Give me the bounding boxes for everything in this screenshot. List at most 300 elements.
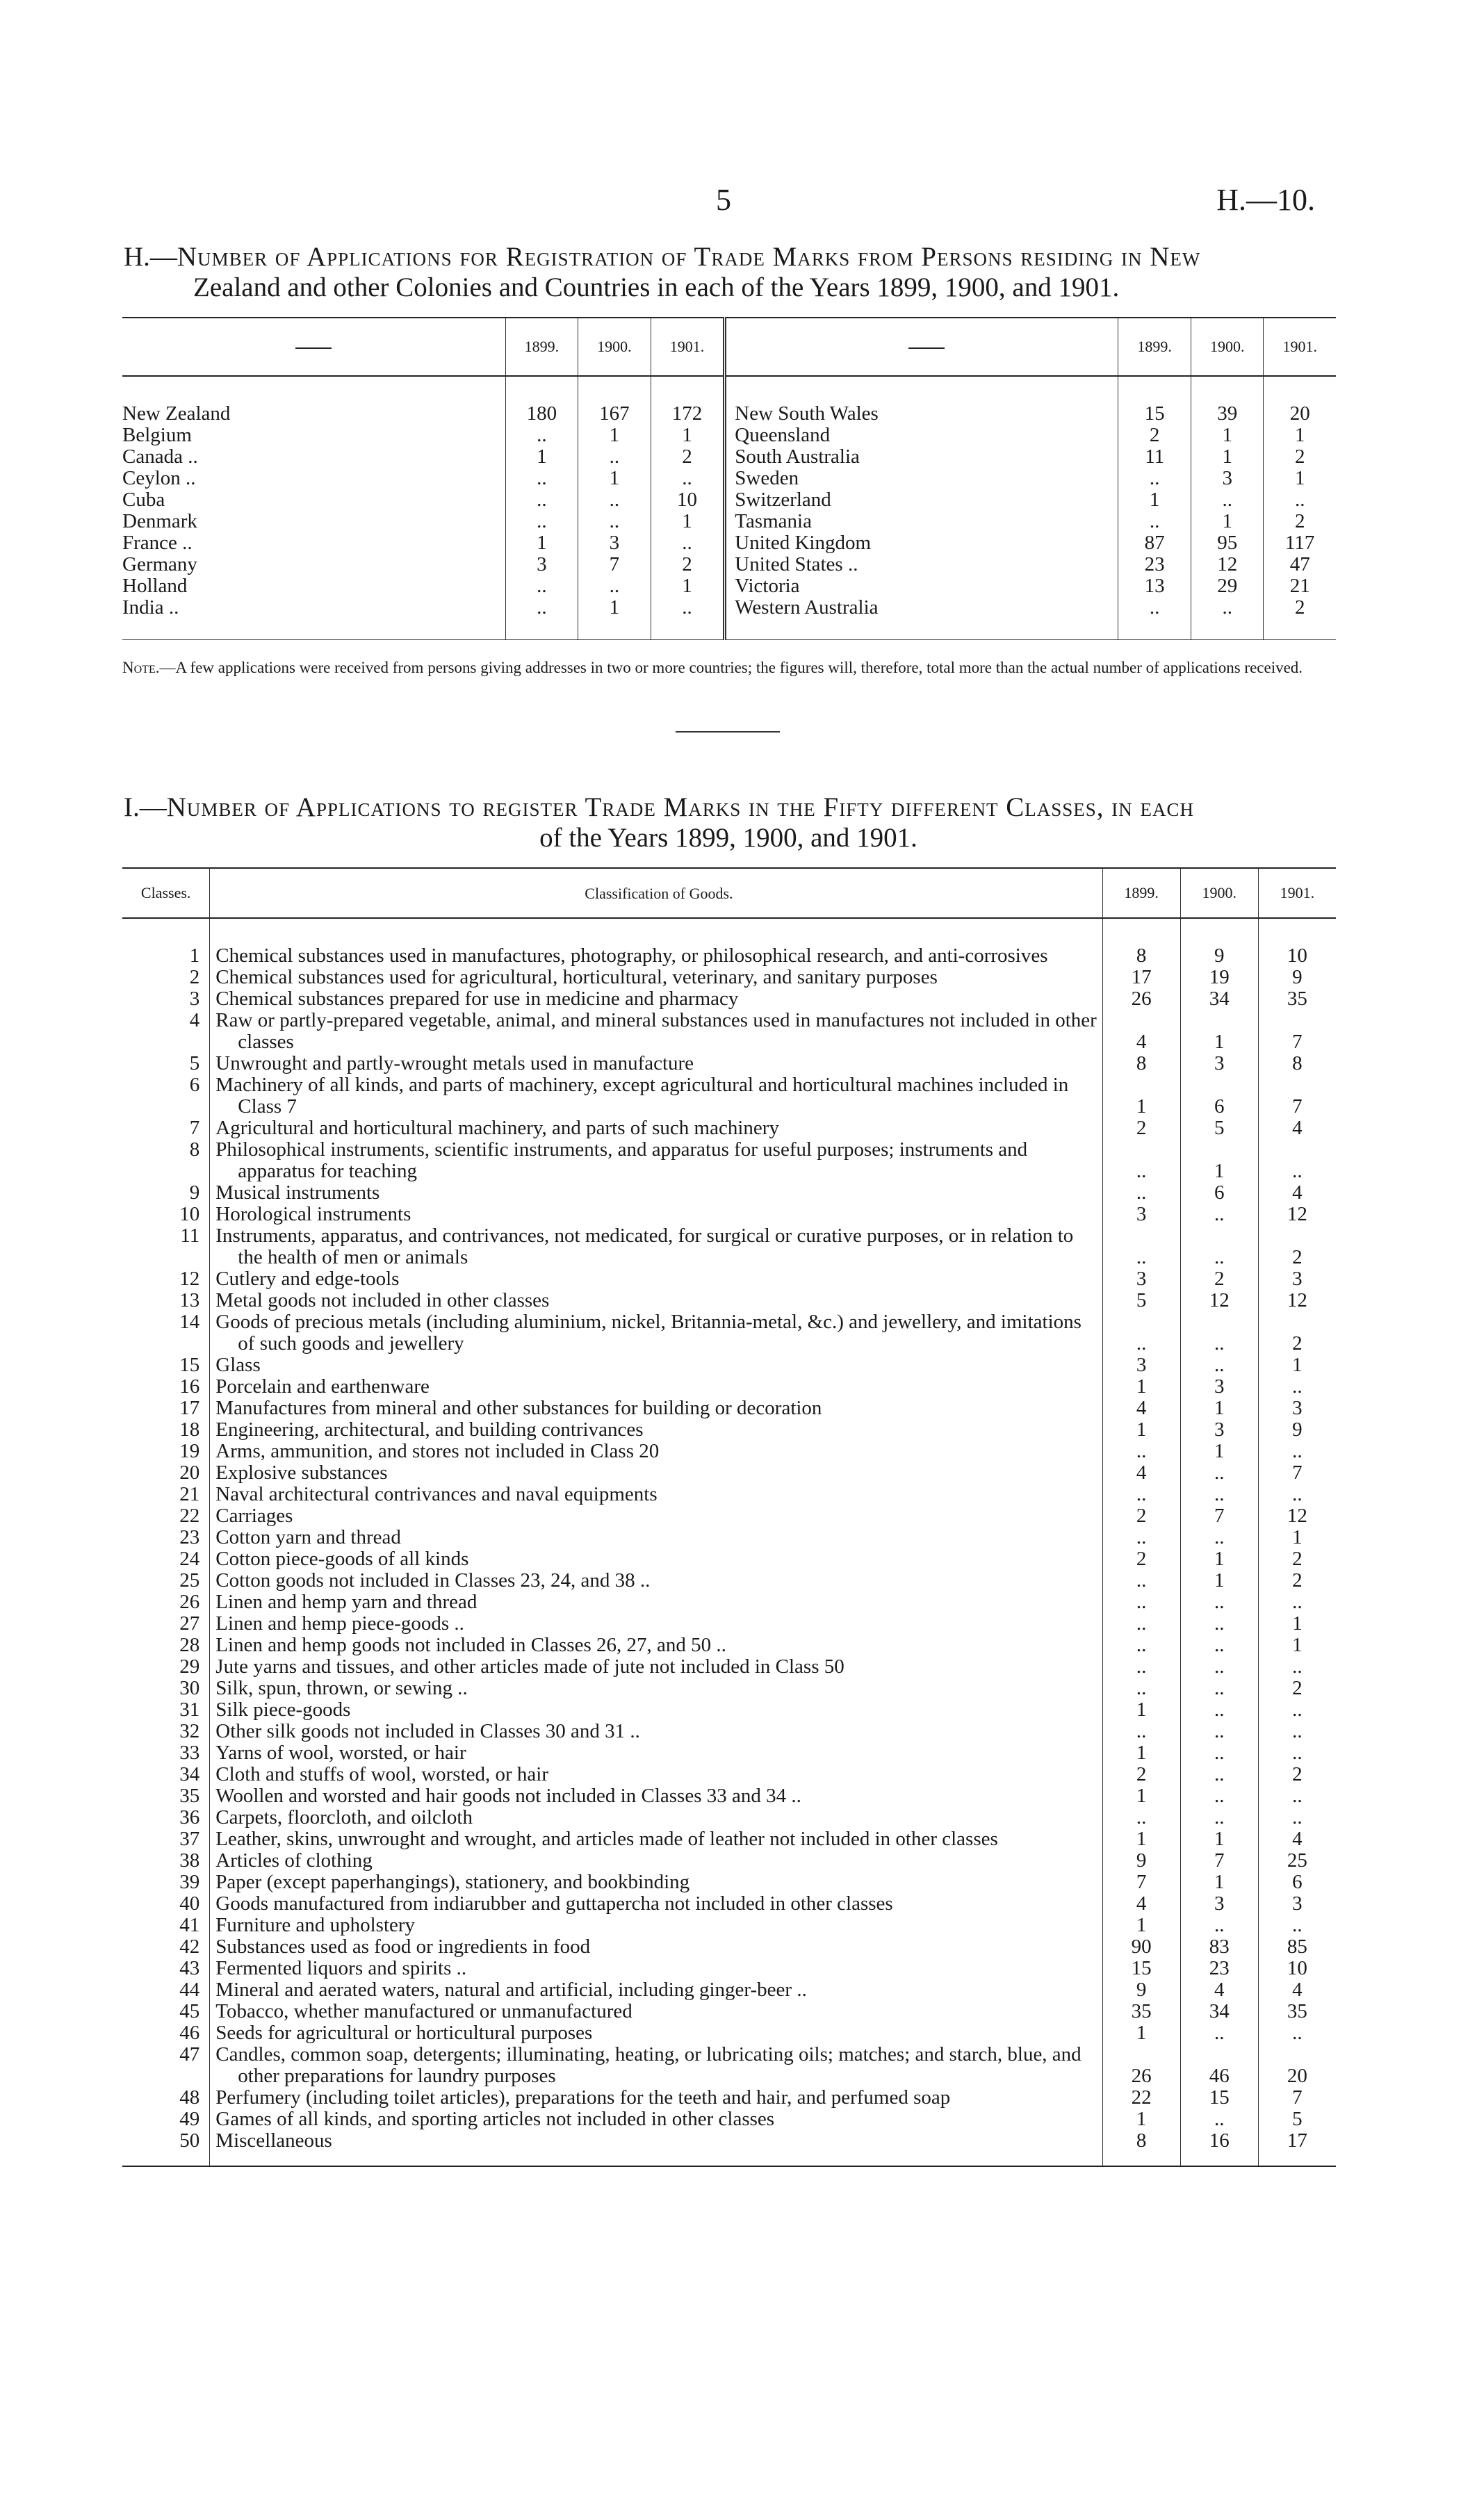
goods-description: Linen and hemp piece-goods .. bbox=[215, 1612, 464, 1635]
count-1901: 8 bbox=[1258, 1053, 1336, 1074]
country-name: Queensland bbox=[725, 425, 1118, 446]
class-number: 18 bbox=[179, 1418, 200, 1441]
class-number: 41 bbox=[179, 1914, 200, 1936]
count-1899: .. bbox=[1102, 1635, 1180, 1656]
count-1899: .. bbox=[1118, 597, 1191, 640]
section-i-prefix: I.— bbox=[124, 792, 167, 822]
table-row bbox=[122, 1635, 1336, 1656]
count-1899: .. bbox=[1102, 1613, 1180, 1635]
goods-description-cell bbox=[210, 1527, 1102, 1548]
count-1901: .. bbox=[651, 532, 725, 554]
table-row bbox=[122, 1678, 1336, 1699]
count-1900: 19 bbox=[1180, 967, 1258, 988]
count-1899: 7 bbox=[1102, 1872, 1180, 1893]
class-number: 37 bbox=[179, 1828, 200, 1850]
table-row bbox=[122, 532, 1336, 554]
classes-table bbox=[122, 867, 1336, 2167]
goods-description: Chemical substances used in manufactures, photography, or philosophical research, and anti-corrosives bbox=[215, 944, 1048, 967]
table-row bbox=[122, 1699, 1336, 1721]
goods-description: Mineral and aerated waters, natural and artificial, including ginger-beer .. bbox=[215, 1979, 807, 2001]
class-number: 27 bbox=[179, 1612, 200, 1635]
column-header-year: 1899. bbox=[1118, 318, 1191, 376]
count-1900: .. bbox=[1180, 1225, 1258, 1268]
count-1899: 1 bbox=[1102, 1699, 1180, 1721]
class-number: 17 bbox=[179, 1397, 200, 1419]
table-row bbox=[122, 1290, 1336, 1311]
count-1899: 3 bbox=[1102, 1355, 1180, 1376]
count-1899: 1 bbox=[1102, 1074, 1180, 1118]
goods-description-cell bbox=[210, 1570, 1102, 1592]
count-1899: .. bbox=[505, 575, 578, 597]
count-1901: 117 bbox=[1264, 532, 1336, 554]
count-1899: 2 bbox=[1102, 1505, 1180, 1527]
country-name: Holland bbox=[122, 575, 188, 597]
class-number: 44 bbox=[179, 1979, 200, 2001]
goods-description-cell bbox=[210, 1764, 1102, 1785]
count-1899: .. bbox=[1102, 1721, 1180, 1742]
goods-description-cell bbox=[210, 1613, 1102, 1635]
count-1901: 4 bbox=[1258, 1182, 1336, 1204]
table-row bbox=[122, 489, 1336, 511]
column-header-year: 1901. bbox=[651, 318, 725, 376]
count-1899: 1 bbox=[1118, 489, 1191, 511]
table-row bbox=[122, 1872, 1336, 1893]
country-name: Canada .. bbox=[122, 445, 198, 468]
count-1899: .. bbox=[1102, 1311, 1180, 1355]
count-1900: 167 bbox=[578, 376, 651, 425]
goods-description: Cotton goods not included in Classes 23, 24, and 38 .. bbox=[215, 1569, 651, 1592]
goods-description-cell bbox=[210, 1053, 1102, 1074]
count-1901: 3 bbox=[1258, 1268, 1336, 1290]
count-1900: 4 bbox=[1180, 1979, 1258, 2001]
table-row bbox=[122, 468, 1336, 489]
count-1900: .. bbox=[1180, 2109, 1258, 2130]
count-1899: 1 bbox=[1102, 1376, 1180, 1398]
count-1900: 95 bbox=[1191, 532, 1264, 554]
table-note bbox=[122, 659, 1336, 677]
count-1901: .. bbox=[1258, 2022, 1336, 2044]
class-number: 38 bbox=[179, 1849, 200, 1872]
class-number: 14 bbox=[179, 1311, 200, 1333]
goods-description-cell bbox=[210, 1182, 1102, 1204]
count-1901: 2 bbox=[1258, 1764, 1336, 1785]
count-1900: 1 bbox=[1180, 1010, 1258, 1053]
count-1901: 3 bbox=[1258, 1893, 1336, 1915]
class-number: 19 bbox=[179, 1440, 200, 1462]
count-1901: 12 bbox=[1258, 1204, 1336, 1225]
count-1900: .. bbox=[1180, 1764, 1258, 1785]
table-row bbox=[122, 1419, 1336, 1441]
goods-description: Metal goods not included in other classes bbox=[215, 1289, 550, 1311]
count-1900: .. bbox=[1180, 1592, 1258, 1613]
table-row bbox=[122, 1441, 1336, 1462]
count-1899: 4 bbox=[1102, 1893, 1180, 1915]
count-1899: .. bbox=[1102, 1182, 1180, 1204]
section-h-title bbox=[124, 242, 1333, 303]
count-1901: 2 bbox=[651, 554, 725, 575]
count-1901: 4 bbox=[1258, 1979, 1336, 2001]
goods-description-cell bbox=[210, 2001, 1102, 2022]
count-1899: .. bbox=[505, 489, 578, 511]
count-1899: 3 bbox=[1102, 1204, 1180, 1225]
goods-description-cell bbox=[210, 988, 1102, 1010]
goods-description: Linen and hemp yarn and thread bbox=[215, 1591, 478, 1613]
goods-description-cell bbox=[210, 1635, 1102, 1656]
count-1901: 20 bbox=[1264, 376, 1336, 425]
goods-description: Engineering, architectural, and building contrivances bbox=[215, 1418, 644, 1441]
count-1901: 2 bbox=[1264, 597, 1336, 640]
count-1901: .. bbox=[1258, 1721, 1336, 1742]
table-row bbox=[122, 1893, 1336, 1915]
count-1901: 2 bbox=[1258, 1548, 1336, 1570]
count-1899: 1 bbox=[1102, 1785, 1180, 1807]
goods-description: Other silk goods not included in Classes 30 and 31 .. bbox=[215, 1720, 640, 1742]
count-1900: .. bbox=[1180, 1721, 1258, 1742]
table-row bbox=[122, 2022, 1336, 2044]
goods-description: Musical instruments bbox=[215, 1181, 380, 1204]
count-1900: .. bbox=[1191, 489, 1264, 511]
goods-description-cell bbox=[210, 1484, 1102, 1505]
class-number: 39 bbox=[179, 1871, 200, 1893]
class-number: 24 bbox=[179, 1548, 200, 1570]
count-1900: .. bbox=[1180, 2022, 1258, 2044]
goods-description-cell bbox=[210, 1979, 1102, 2001]
table-row bbox=[122, 2087, 1336, 2109]
column-header-year: 1899. bbox=[1102, 868, 1180, 918]
count-1901: 6 bbox=[1258, 1872, 1336, 1893]
count-1899: 4 bbox=[1102, 1462, 1180, 1484]
note-label: Note. bbox=[122, 659, 160, 676]
table-row bbox=[122, 2109, 1336, 2130]
goods-description: Agricultural and horticultural machinery, and parts of such machinery bbox=[215, 1117, 779, 1139]
count-1901: 10 bbox=[1258, 1958, 1336, 1979]
goods-description: Explosive substances bbox=[215, 1462, 388, 1484]
table-header-row bbox=[122, 318, 1336, 376]
table-row bbox=[122, 554, 1336, 575]
goods-description-cell bbox=[210, 1807, 1102, 1828]
goods-description-cell bbox=[210, 1721, 1102, 1742]
count-1899: 2 bbox=[1102, 1118, 1180, 1139]
goods-description-cell bbox=[210, 1225, 1102, 1268]
count-1901: 10 bbox=[651, 489, 725, 511]
table-row bbox=[122, 1785, 1336, 1807]
table-row bbox=[122, 2044, 1336, 2087]
goods-description: Fermented liquors and spirits .. bbox=[215, 1957, 467, 1979]
column-header-year: 1900. bbox=[578, 318, 651, 376]
goods-description-cell bbox=[210, 1355, 1102, 1376]
count-1900: .. bbox=[1180, 1204, 1258, 1225]
goods-description: Cloth and stuffs of wool, worsted, or hair bbox=[215, 1763, 549, 1785]
count-1899: 23 bbox=[1118, 554, 1191, 575]
count-1900: .. bbox=[578, 489, 651, 511]
count-1901: .. bbox=[1258, 1139, 1336, 1182]
count-1901: 35 bbox=[1258, 988, 1336, 1010]
goods-description: Goods manufactured from indiarubber and guttapercha not included in other classes bbox=[215, 1892, 893, 1915]
column-header-year: 1899. bbox=[505, 318, 578, 376]
count-1899: .. bbox=[505, 468, 578, 489]
count-1901: 12 bbox=[1258, 1290, 1336, 1311]
page-number: 5 bbox=[716, 183, 731, 217]
table-row bbox=[122, 1807, 1336, 1828]
count-1900: .. bbox=[1180, 1678, 1258, 1699]
count-1899: 5 bbox=[1102, 1290, 1180, 1311]
count-1900: 1 bbox=[1191, 446, 1264, 468]
table-row bbox=[122, 1721, 1336, 1742]
table-row bbox=[122, 1764, 1336, 1785]
goods-description-cell bbox=[210, 2087, 1102, 2109]
count-1900: 3 bbox=[1180, 1419, 1258, 1441]
class-number: 21 bbox=[179, 1483, 200, 1505]
goods-description-cell bbox=[210, 1376, 1102, 1398]
count-1900: 83 bbox=[1180, 1936, 1258, 1958]
count-1899: 3 bbox=[1102, 1268, 1180, 1290]
table-row bbox=[122, 1376, 1336, 1398]
class-number: 48 bbox=[179, 2086, 200, 2109]
count-1900: 3 bbox=[1180, 1376, 1258, 1398]
count-1901: 10 bbox=[1258, 918, 1336, 967]
count-1899: 2 bbox=[1102, 1764, 1180, 1785]
count-1900: 3 bbox=[1180, 1893, 1258, 1915]
table-row bbox=[122, 1355, 1336, 1376]
goods-description: Chemical substances prepared for use in medicine and pharmacy bbox=[215, 988, 739, 1010]
count-1901: 1 bbox=[651, 425, 725, 446]
count-1899: 1 bbox=[505, 532, 578, 554]
count-1899: 8 bbox=[1102, 918, 1180, 967]
count-1899: 1 bbox=[1102, 2022, 1180, 2044]
count-1901: .. bbox=[1258, 1915, 1336, 1936]
class-number: 47 bbox=[179, 2043, 200, 2065]
count-1901: .. bbox=[1258, 1592, 1336, 1613]
count-1900: 1 bbox=[578, 425, 651, 446]
count-1900: .. bbox=[1180, 1635, 1258, 1656]
count-1901: 172 bbox=[651, 376, 725, 425]
table-row bbox=[122, 1742, 1336, 1764]
count-1901: 2 bbox=[1258, 1678, 1336, 1699]
goods-description: Furniture and upholstery bbox=[215, 1914, 416, 1936]
table-row bbox=[122, 1204, 1336, 1225]
count-1900: 1 bbox=[1191, 425, 1264, 446]
count-1899: 180 bbox=[505, 376, 578, 425]
table-row bbox=[122, 1311, 1336, 1355]
count-1899: 4 bbox=[1102, 1010, 1180, 1053]
goods-description-cell bbox=[210, 1936, 1102, 1958]
class-number: 23 bbox=[179, 1526, 200, 1548]
goods-description-cell bbox=[210, 1419, 1102, 1441]
country-name: United States .. bbox=[725, 554, 1118, 575]
count-1899: .. bbox=[1102, 1441, 1180, 1462]
class-number: 7 bbox=[189, 1117, 200, 1139]
goods-description: Candles, common soap, detergents; illuminating, heating, or lubricating oils; matches; and starch, blue, and other preparations for laundry purposes bbox=[215, 2043, 1082, 2087]
goods-description: Tobacco, whether manufactured or unmanufactured bbox=[215, 2000, 632, 2022]
class-number: 12 bbox=[179, 1268, 200, 1290]
goods-description: Woollen and worsted and hair goods not included in Classes 33 and 34 .. bbox=[215, 1785, 801, 1807]
table-row bbox=[122, 597, 1336, 640]
count-1899: 1 bbox=[1102, 1915, 1180, 1936]
count-1899: 8 bbox=[1102, 2130, 1180, 2166]
table-row bbox=[122, 1484, 1336, 1505]
goods-description-cell bbox=[210, 1915, 1102, 1936]
count-1900: 1 bbox=[1180, 1570, 1258, 1592]
goods-description: Silk, spun, thrown, or sewing .. bbox=[215, 1677, 468, 1699]
class-number: 6 bbox=[189, 1074, 200, 1096]
count-1901: 1 bbox=[1258, 1355, 1336, 1376]
table-row bbox=[122, 1548, 1336, 1570]
goods-description-cell bbox=[210, 1785, 1102, 1807]
count-1899: 2 bbox=[1102, 1548, 1180, 1570]
section-i-title bbox=[124, 792, 1333, 853]
goods-description: Yarns of wool, worsted, or hair bbox=[215, 1742, 466, 1764]
country-name: Germany bbox=[122, 553, 197, 575]
count-1900: 1 bbox=[578, 468, 651, 489]
goods-description: Philosophical instruments, scientific instruments, and apparatus for useful purposes; instruments and apparatus for teaching bbox=[215, 1138, 1028, 1182]
column-header-dash bbox=[725, 318, 1118, 376]
column-header-year: 1900. bbox=[1180, 868, 1258, 918]
count-1900: 23 bbox=[1180, 1958, 1258, 1979]
count-1901: 17 bbox=[1258, 2130, 1336, 2166]
count-1901: 20 bbox=[1258, 2044, 1336, 2087]
count-1899: 22 bbox=[1102, 2087, 1180, 2109]
goods-description-cell bbox=[210, 1290, 1102, 1311]
count-1900: .. bbox=[1180, 1785, 1258, 1807]
count-1900: 39 bbox=[1191, 376, 1264, 425]
class-number: 34 bbox=[179, 1763, 200, 1785]
goods-description: Miscellaneous bbox=[215, 2129, 332, 2152]
count-1899: .. bbox=[1102, 1527, 1180, 1548]
count-1899: .. bbox=[1102, 1139, 1180, 1182]
goods-description-cell bbox=[210, 1678, 1102, 1699]
count-1900: 5 bbox=[1180, 1118, 1258, 1139]
count-1901: 7 bbox=[1258, 1074, 1336, 1118]
goods-description-cell bbox=[210, 967, 1102, 988]
count-1899: 4 bbox=[1102, 1398, 1180, 1419]
class-number: 36 bbox=[179, 1806, 200, 1828]
table-row bbox=[122, 1570, 1336, 1592]
count-1900: 1 bbox=[1191, 511, 1264, 532]
count-1900: 9 bbox=[1180, 918, 1258, 967]
goods-description: Horological instruments bbox=[215, 1203, 411, 1225]
count-1899: 9 bbox=[1102, 1979, 1180, 2001]
count-1900: 12 bbox=[1191, 554, 1264, 575]
count-1901: .. bbox=[1258, 1807, 1336, 1828]
count-1900: .. bbox=[1180, 1742, 1258, 1764]
table-row bbox=[122, 2130, 1336, 2166]
section-h-title-line1: Number of Applications for Registration of Trade Marks from Persons residing in New bbox=[177, 242, 1201, 272]
class-number: 11 bbox=[180, 1225, 200, 1247]
count-1901: 9 bbox=[1258, 967, 1336, 988]
goods-description: Manufactures from mineral and other substances for building or decoration bbox=[215, 1397, 822, 1419]
goods-description: Seeds for agricultural or horticultural purposes bbox=[215, 2022, 593, 2044]
goods-description: Glass bbox=[215, 1354, 261, 1376]
table-row bbox=[122, 967, 1336, 988]
class-number: 28 bbox=[179, 1634, 200, 1656]
table-row bbox=[122, 2001, 1336, 2022]
count-1901: .. bbox=[1258, 1656, 1336, 1678]
goods-description-cell bbox=[210, 1893, 1102, 1915]
count-1899: .. bbox=[1102, 1225, 1180, 1268]
class-number: 45 bbox=[179, 2000, 200, 2022]
class-number: 25 bbox=[179, 1569, 200, 1592]
count-1900: .. bbox=[1180, 1484, 1258, 1505]
count-1900: 1 bbox=[1180, 1139, 1258, 1182]
goods-description-cell bbox=[210, 2130, 1102, 2166]
count-1901: 25 bbox=[1258, 1850, 1336, 1872]
count-1901: 1 bbox=[1264, 468, 1336, 489]
count-1901: 4 bbox=[1258, 1118, 1336, 1139]
count-1900: 1 bbox=[1180, 1872, 1258, 1893]
count-1900: 1 bbox=[1180, 1828, 1258, 1850]
count-1901: 9 bbox=[1258, 1419, 1336, 1441]
note-text: —A few applications were received from persons giving addresses in two or more countries; the figures will, therefore, total more than the actual number of applications received. bbox=[159, 659, 1303, 676]
count-1899: .. bbox=[505, 425, 578, 446]
class-number: 20 bbox=[179, 1462, 200, 1484]
goods-description: Carriages bbox=[215, 1505, 293, 1527]
count-1901: .. bbox=[651, 468, 725, 489]
count-1901: 7 bbox=[1258, 1010, 1336, 1053]
count-1901: .. bbox=[1258, 1785, 1336, 1807]
count-1900: 34 bbox=[1180, 2001, 1258, 2022]
country-name: South Australia bbox=[725, 446, 1118, 468]
table-row bbox=[122, 1979, 1336, 2001]
country-name: France .. bbox=[122, 532, 193, 554]
table-row bbox=[122, 1225, 1336, 1268]
count-1900: .. bbox=[1180, 1311, 1258, 1355]
country-name: Denmark bbox=[122, 510, 197, 532]
count-1900: 1 bbox=[1180, 1441, 1258, 1462]
goods-description-cell bbox=[210, 1398, 1102, 1419]
section-i-title-line2: of the Years 1899, 1900, and 1901. bbox=[539, 823, 917, 853]
section-divider bbox=[676, 731, 780, 733]
table-row bbox=[122, 1915, 1336, 1936]
table-row bbox=[122, 376, 1336, 425]
goods-description-cell bbox=[210, 1462, 1102, 1484]
count-1900: .. bbox=[1191, 597, 1264, 640]
count-1899: 35 bbox=[1102, 2001, 1180, 2022]
countries-table bbox=[122, 317, 1336, 640]
count-1901: 1 bbox=[651, 575, 725, 597]
table-row bbox=[122, 1010, 1336, 1053]
goods-description-cell bbox=[210, 1958, 1102, 1979]
section-h-title-line2: Zealand and other Colonies and Countries in each of the Years 1899, 1900, and 1901. bbox=[193, 272, 1120, 302]
count-1899: 9 bbox=[1102, 1850, 1180, 1872]
class-number: 49 bbox=[179, 2108, 200, 2130]
class-number: 9 bbox=[189, 1181, 200, 1204]
count-1901: 35 bbox=[1258, 2001, 1336, 2022]
table-row bbox=[122, 1074, 1336, 1118]
count-1899: .. bbox=[505, 511, 578, 532]
goods-description-cell bbox=[210, 1742, 1102, 1764]
class-number: 5 bbox=[189, 1052, 200, 1074]
count-1900: 1 bbox=[1180, 1548, 1258, 1570]
count-1899: 87 bbox=[1118, 532, 1191, 554]
class-number: 35 bbox=[179, 1785, 200, 1807]
count-1899: 1 bbox=[505, 446, 578, 468]
goods-description: Perfumery (including toilet articles), preparations for the teeth and hair, and perfumed soap bbox=[215, 2086, 951, 2109]
count-1899: 3 bbox=[505, 554, 578, 575]
table-row bbox=[122, 1936, 1336, 1958]
goods-description-cell bbox=[210, 918, 1102, 967]
count-1900: .. bbox=[1180, 1656, 1258, 1678]
count-1901: 2 bbox=[651, 446, 725, 468]
goods-description: Substances used as food or ingredients in food bbox=[215, 1936, 591, 1958]
goods-description: Cotton yarn and thread bbox=[215, 1526, 401, 1548]
count-1899: .. bbox=[1102, 1807, 1180, 1828]
table-row bbox=[122, 1592, 1336, 1613]
table-row bbox=[122, 1182, 1336, 1204]
table-row bbox=[122, 918, 1336, 967]
count-1901: 4 bbox=[1258, 1828, 1336, 1850]
count-1900: 7 bbox=[1180, 1505, 1258, 1527]
count-1899: .. bbox=[1118, 511, 1191, 532]
